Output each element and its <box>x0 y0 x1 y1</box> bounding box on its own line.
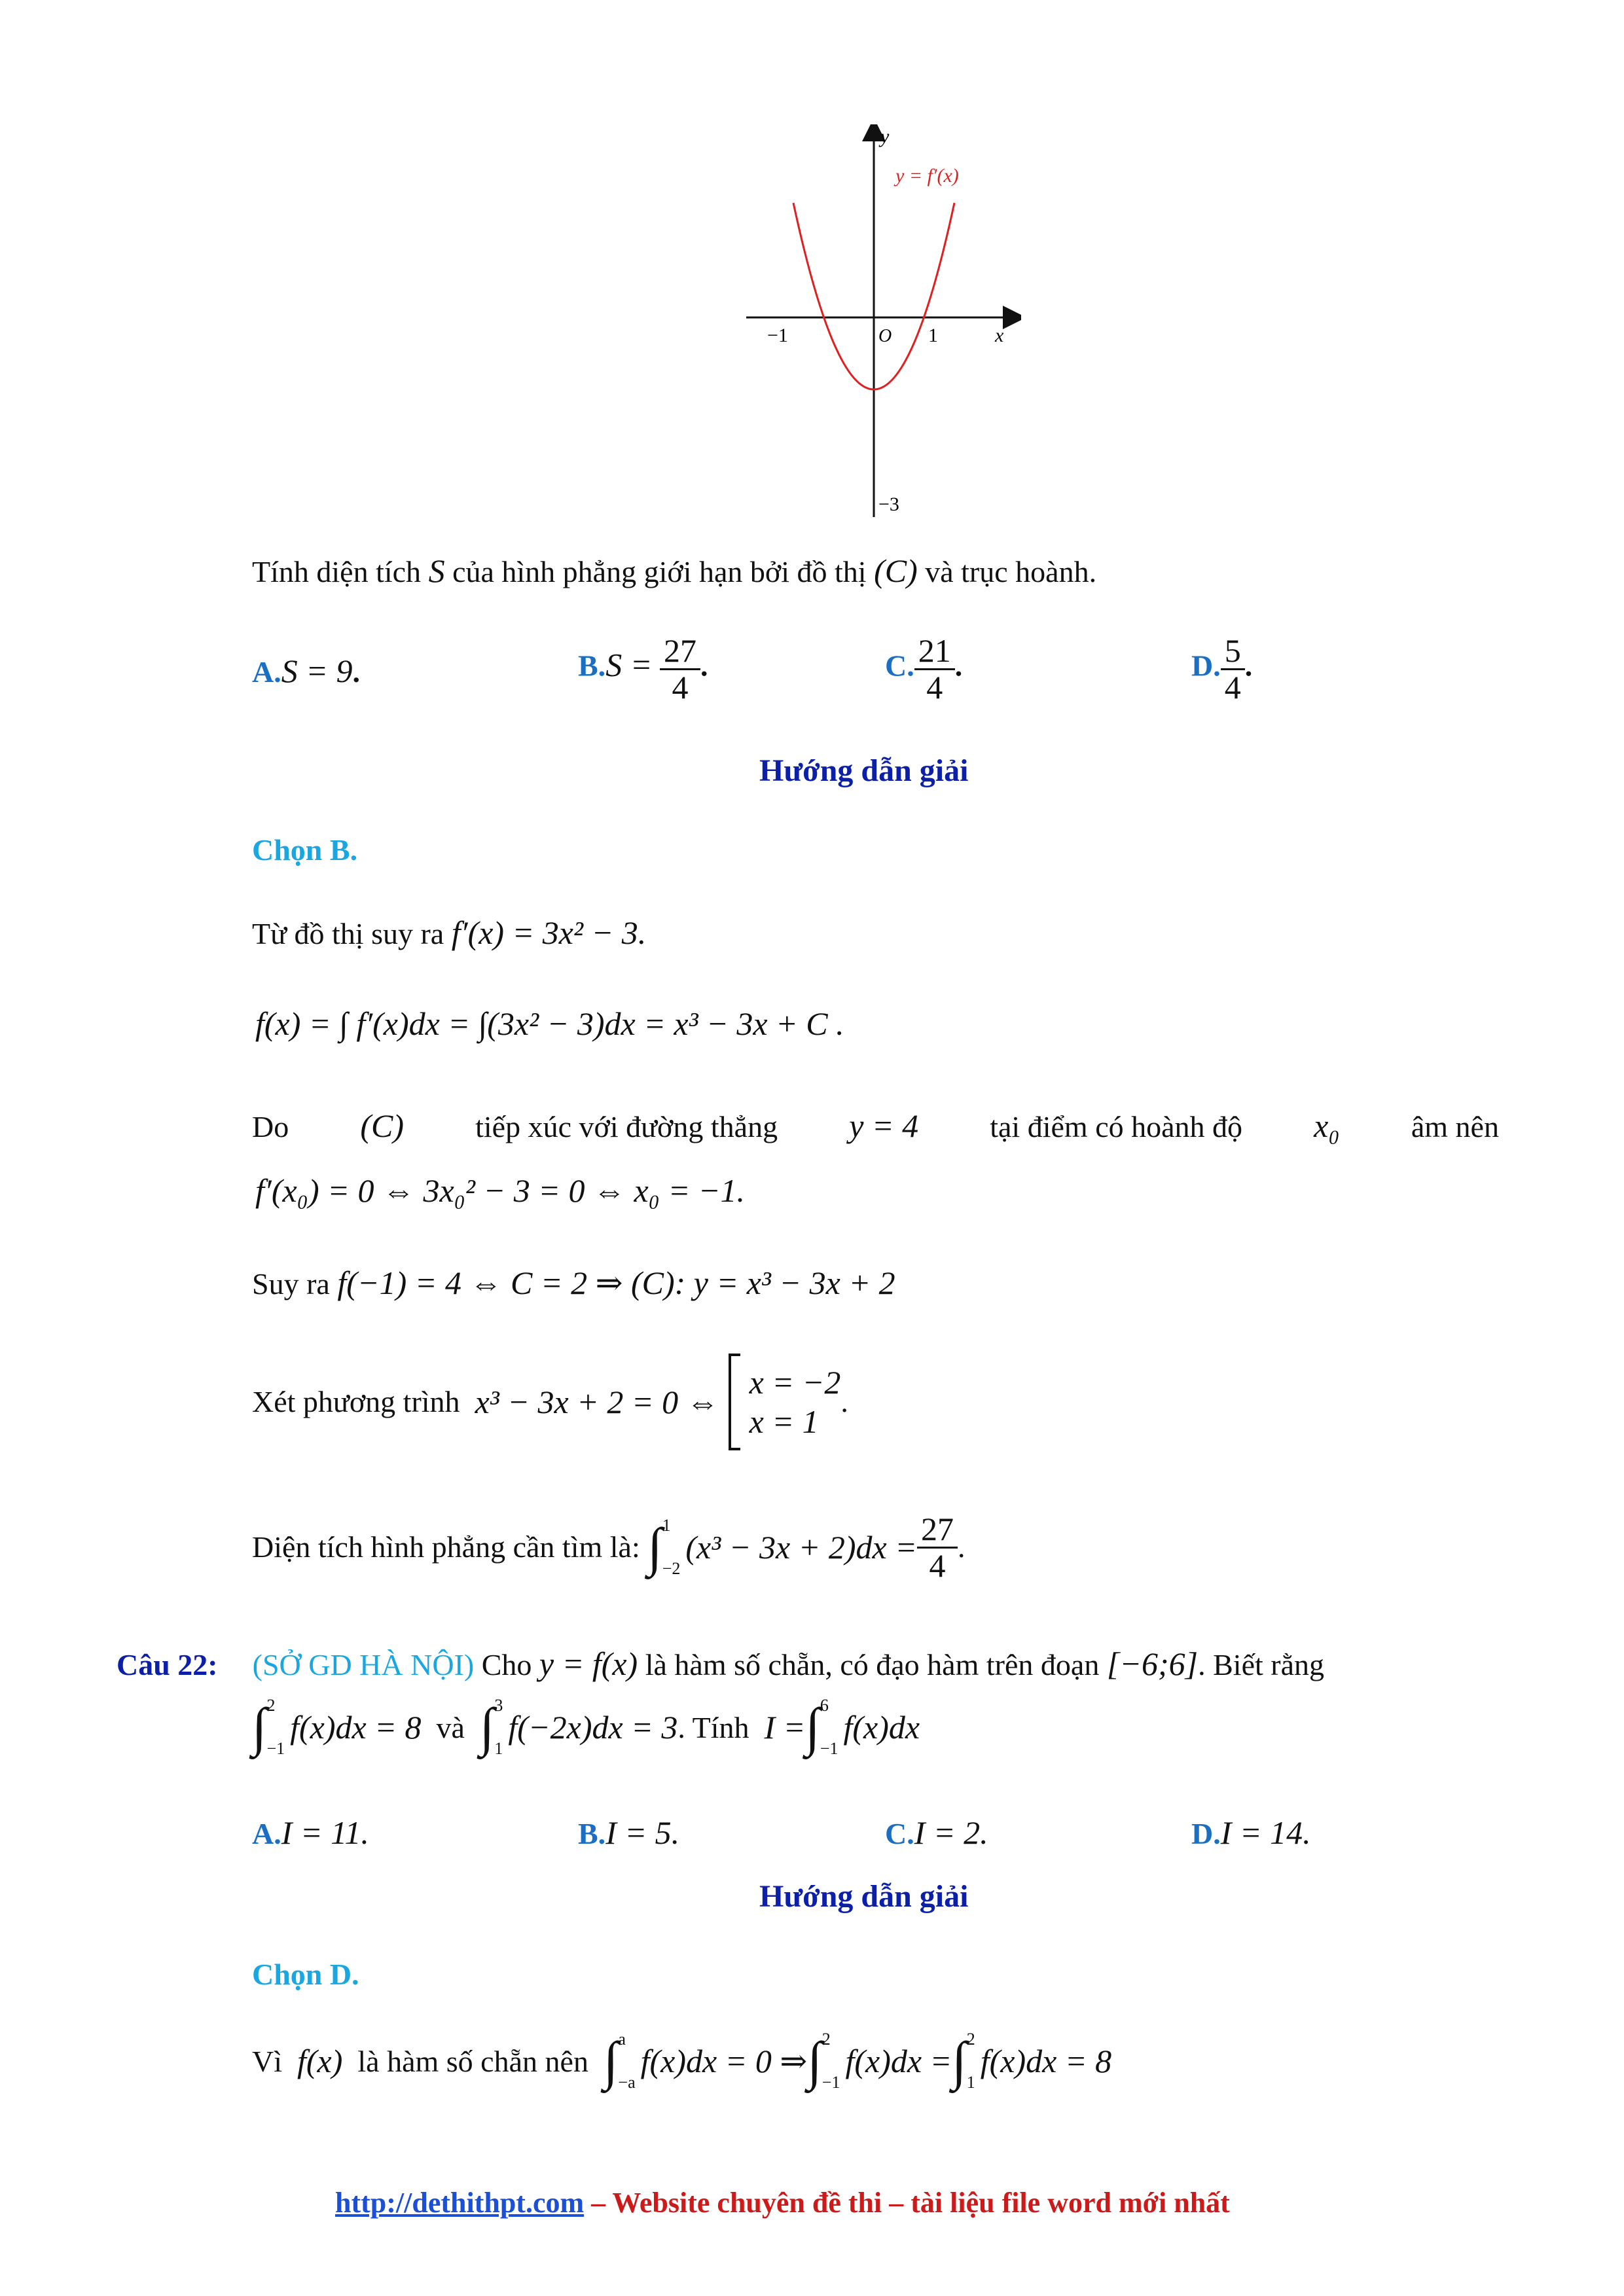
root-bracket <box>729 1354 740 1450</box>
q22-option-a[interactable]: A.I = 11. <box>252 1814 369 1851</box>
q21-option-d[interactable]: D. $\frac{5}{4}$ . <box>1191 632 1253 706</box>
sol21-line1: Từ đồ thị suy ra f′(x) = 3x² − 3. <box>252 914 647 951</box>
sol21-line2: f(x) = ∫ f′(x)dx = ∫(3x² − 3)dx = x³ − 3x + C . <box>255 1005 844 1042</box>
q21-option-b[interactable]: B.S = $\frac{27}{4}$ . <box>578 632 708 706</box>
sol21-heading: Hướng dẫn giải <box>759 753 969 788</box>
sol21-line6: Xét phương trình x³ − 3x + 2 = 0 ⇔ x = −2 x = 1 . <box>252 1354 848 1450</box>
q22-line2: ∫ 2 −1 f(x)dx = 8 và ∫ 3 1 f(−2x)dx = 3 . Tính I = ∫ 6 −1 f(x)dx <box>252 1696 920 1759</box>
page-footer: http://dethithpt.com – Website chuyên đề thi – tài liệu file word mới nhất <box>335 2187 1230 2219</box>
sol22-choice: Chọn D. <box>252 1958 359 1991</box>
q22-option-d[interactable]: D.I = 14. <box>1191 1814 1311 1851</box>
tick-1-label: 1 <box>928 325 938 346</box>
q22-option-c[interactable]: C.I = 2. <box>885 1814 988 1851</box>
x-axis-label: x <box>995 325 1004 346</box>
integral-sign: ∫ <box>647 1516 662 1577</box>
tick-neg3-label: −3 <box>878 493 899 515</box>
sol21-line5: Suy ra f(−1) = 4 ⇔ C = 2 ⇒ (C): y = x³ − 3x + 2 <box>252 1265 895 1301</box>
q21-stem: Tính diện tích S của hình phẳng giới hạn bởi đồ thị (C) và trục hoành. <box>252 552 1097 589</box>
y-axis-label: y <box>880 126 890 147</box>
derivative-graph <box>733 124 1021 530</box>
q21-option-a[interactable]: A.S = 9. <box>252 653 360 689</box>
sol22-line1: Vì f(x) là hàm số chẵn nên ∫ a −a f(x)dx = 0 ⇒ ∫ 2 −1 f(x)dx = ∫ 2 1 f(x)dx = 8 <box>252 2030 1112 2092</box>
sol21-line7: Diện tích hình phẳng cần tìm là: ∫ 1 −2 (x³ − 3x + 2)dx = $\frac{27}{4}$ . <box>252 1511 965 1584</box>
q21-option-c[interactable]: C. $\frac{21}{4}$ . <box>885 632 963 706</box>
q22-option-b[interactable]: B.I = 5. <box>578 1814 680 1851</box>
curve-label: y = f′(x) <box>895 165 959 187</box>
origin-label: O <box>878 326 892 346</box>
tick-neg1-label: −1 <box>767 325 788 346</box>
footer-link[interactable]: http://dethithpt.com <box>335 2187 585 2219</box>
sol21-choice: Chọn B. <box>252 833 358 867</box>
sol22-heading: Hướng dẫn giải <box>759 1879 969 1914</box>
q22-line1: Câu 22: (SỞ GD HÀ NỘI) Cho y = f(x) là hàm số chẵn, có đạo hàm trên đoạn [−6;6]. Biết rằng <box>117 1645 1325 1682</box>
sol21-line3: Do (C) tiếp xúc với đường thẳng y = 4 tại điểm có hoành độ x₀ âm nên <box>252 1107 1499 1144</box>
sol21-line4: f′(x₀) = 0 ⇔ 3x₀² − 3 = 0 ⇔ x₀ = −1. <box>255 1172 746 1209</box>
